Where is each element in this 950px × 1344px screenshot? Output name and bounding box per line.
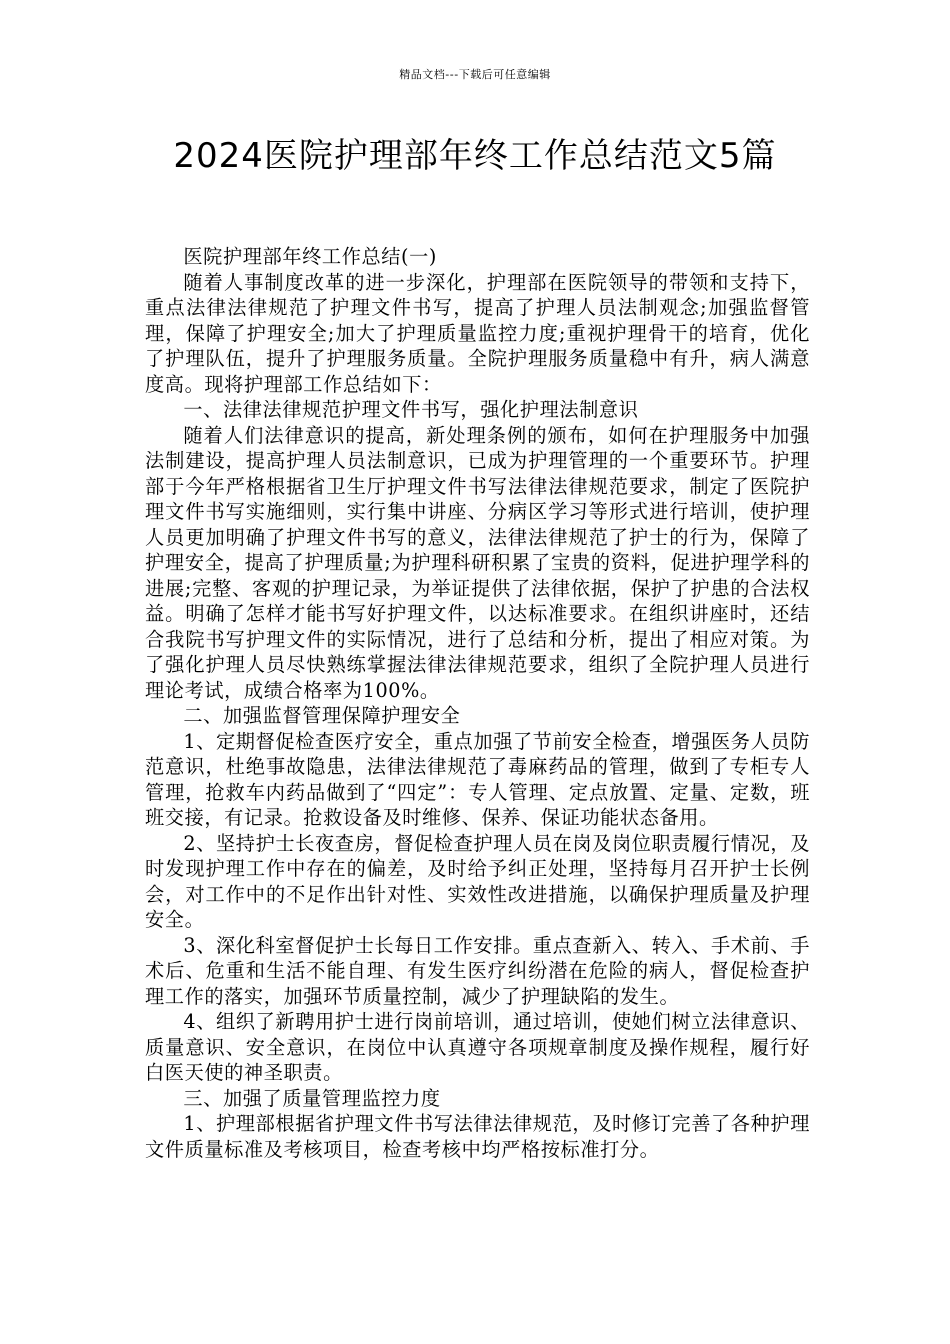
document-title: 2024医院护理部年终工作总结范文5篇 <box>173 136 777 176</box>
body-paragraph: 随着人们法律意识的提高，新处理条例的颁布，如何在护理服务中加强法制建设，提高护理人员法制意识，已成为护理管理的一个重要环节。护理部于今年严格根据省卫生厅护理文件书写法律法律规范要求，制定了医院护理文件书写实施细则，实行集中讲座、分病区学习等形式进行培训，使护理人员更加明确了护理文件书写的意义，法律法律规范了护士的行为，保障了护理安全，提高了护理质量;为护理科研积累了宝贵的资料，促进护理学科的进展;完整、客观的护理记录，为举证提供了法律依据，保护了护患的合法权益。明确了怎样才能书写好护理文件，以达标准要求。在组织讲座时，还结合我院书写护理文件的实际情况，进行了总结和分析，提出了相应对策。为了强化护理人员尽快熟练掌握法律法律规范要求，组织了全院护理人员进行理论考试，成绩合格率为100%。 <box>145 423 810 702</box>
page-header-note: 精品文档---下载后可任意编辑 <box>399 68 551 81</box>
section-heading: 三、加强了质量管理监控力度 <box>183 1086 441 1110</box>
document-body <box>145 244 810 1162</box>
section-heading: 医院护理部年终工作总结(一) <box>183 245 438 268</box>
body-paragraph: 2、坚持护士长夜查房，督促检查护理人员在岗及岗位职责履行情况，及时发现护理工作中存在的偏差，及时给予纠正处理，坚持每月召开护士长例会，对工作中的不足作出针对性、实效性改进措施，以确保护理质量及护理安全。 <box>145 831 810 931</box>
body-paragraph: 1、护理部根据省护理文件书写法律法律规范，及时修订完善了各种护理文件质量标准及考核项目，检查考核中均严格按标准打分。 <box>145 1112 810 1161</box>
section-heading: 一、法律法律规范护理文件书写，强化护理法制意识 <box>183 398 639 421</box>
body-paragraph: 3、深化科室督促护士长每日工作安排。重点查新入、转入、手术前、手术后、危重和生活不能自理、有发生医疗纠纷潜在危险的病人，督促检查护理工作的落实，加强环节质量控制，减少了护理缺陷的发生。 <box>145 933 810 1008</box>
body-paragraph: 1、定期督促检查医疗安全，重点加强了节前安全检查，增强医务人员防范意识，杜绝事故隐患，法律法律规范了毒麻药品的管理，做到了专柜专人管理，抢救车内药品做到了“四定”：专人管理、定点放置、定量、定数，班班交接，有记录。抢救设备及时维修、保养、保证功能状态备用。 <box>145 729 810 829</box>
body-paragraph: 4、组织了新聘用护士进行岗前培训，通过培训，使她们树立法律意识、质量意识、安全意识，在岗位中认真遵守各项规章制度及操作规程，履行好白医天使的神圣职责。 <box>145 1010 810 1084</box>
section-heading: 二、加强监督管理保障护理安全 <box>183 704 461 727</box>
intro-paragraph: 随着人事制度改革的进一步深化，护理部在医院领导的带领和支持下，重点法律法律规范了护理文件书写，提高了护理人员法制观念;加强监督管理，保障了护理安全;加大了护理质量监控力度;重视护理骨干的培育，优化了护理队伍，提升了护理服务质量。全院护理服务质量稳中有升，病人满意度高。现将护理部工作总结如下： <box>145 270 810 396</box>
